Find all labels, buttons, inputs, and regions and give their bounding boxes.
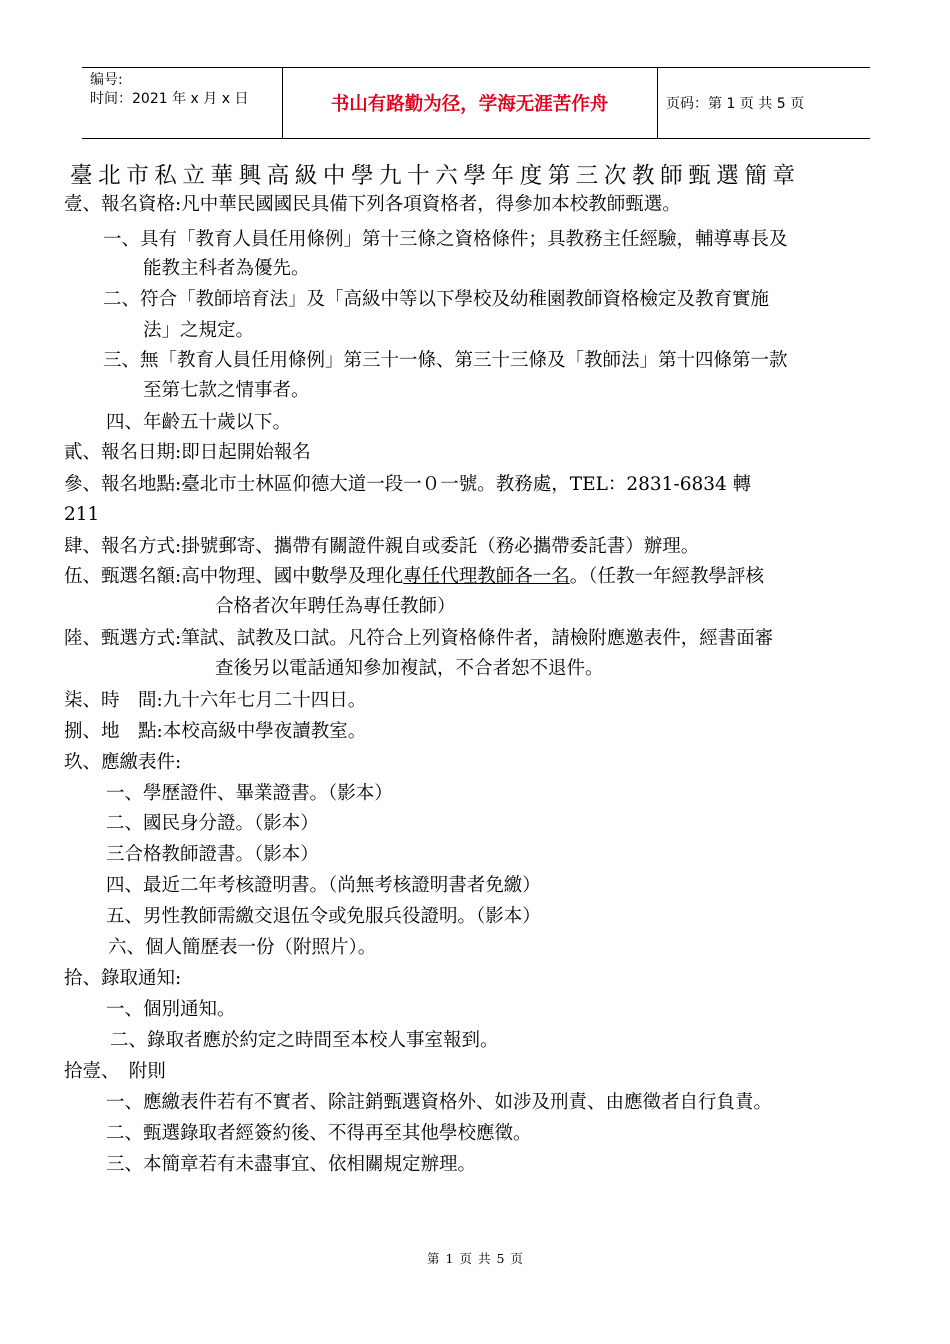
section-6-cont: 查後另以電話通知參加複試，不合者恕不退件。 (215, 658, 604, 679)
section-text: 即日起開始報名 (181, 442, 311, 463)
list-item: 一、應繳表件若有不實者、除註銷甄選資格外、如涉及刑責、由應徵者自行負責。 (106, 1092, 773, 1113)
list-item: 一、學歷證件、畢業證書。（影本） (106, 783, 393, 804)
section-text: 筆試、試教及口試。凡符合上列資格條件者，請檢附應邀表件，經書面審 (181, 628, 774, 649)
underlined-text: 專任代理教師各一名 (403, 566, 570, 587)
list-item: 二、國民身分證。（影本） (106, 813, 319, 834)
page-footer (0, 1249, 950, 1267)
section-text: 九十六年七月二十四日。 (162, 690, 367, 711)
date-label: 时间：2021 年 x 月 x 日 (90, 91, 249, 107)
section-3-cont: 211 (64, 504, 100, 525)
footer-word: 共 (478, 1251, 491, 1266)
section-6 (64, 626, 773, 652)
section-label: 伍、甄選名額: (64, 566, 182, 587)
list-item: 二、符合「教師培育法」及「高級中等以下學校及幼稚園教師資格檢定及教育實施 (103, 289, 770, 310)
list-item: 四、最近二年考核證明書。（尚無考核證明書者免繳） (106, 875, 541, 896)
section-label: 參、報名地點: (64, 474, 182, 495)
section-text: 高中物理、國中數學及理化 (181, 566, 404, 587)
section-text: 凡中華民國國民具備下列各項資格者，得參加本校教師甄選。 (181, 194, 681, 215)
section-3 (64, 472, 751, 498)
list-item: 三、本簡章若有未盡事宜、依相關規定辦理。 (106, 1154, 477, 1175)
section-7 (64, 688, 366, 714)
list-item-cont: 至第七款之情事者。 (143, 380, 310, 401)
section-5 (64, 564, 764, 590)
footer-word: 页 (459, 1251, 472, 1266)
footer-word: 页 (510, 1251, 523, 1266)
list-item: 三合格教師證書。（影本） (106, 844, 319, 865)
section-10: 拾、錄取通知: (64, 968, 182, 989)
section-label: 陸、甄選方式: (64, 628, 182, 649)
section-label: 貳、報名日期: (64, 442, 182, 463)
section-11: 拾壹、 附則 (64, 1061, 166, 1082)
header-meta (82, 68, 282, 138)
section-2 (64, 440, 311, 466)
section-label: 肆、報名方式: (64, 536, 182, 557)
section-text: 臺北市士林區仰德大道一段一０一號。教務處，TEL：2831-6834 轉 (181, 474, 752, 495)
list-item-cont: 法」之規定。 (143, 320, 255, 341)
list-item-cont: 能教主科者為優先。 (143, 258, 310, 279)
section-label: 捌、地 點: (64, 721, 163, 742)
section-label: 壹、報名資格: (64, 194, 182, 215)
section-text: 本校高級中學夜讀教室。 (162, 721, 367, 742)
list-item: 二、錄取者應於約定之時間至本校人事室報到。 (110, 1030, 499, 1051)
list-item: 一、具有「教育人員任用條例」第十三條之資格條件；具教務主任經驗，輔導專長及 (103, 229, 788, 250)
footer-word: 第 (427, 1251, 440, 1266)
list-item: 六、個人簡歷表一份（附照片）。 (108, 937, 377, 958)
section-text: 。（任教一年經教學評核 (569, 566, 765, 587)
section-4 (64, 534, 699, 560)
section-text: 掛號郵寄、攜帶有關證件親自或委託（務必攜帶委託書）辦理。 (181, 536, 700, 557)
number-label: 编号: (90, 72, 123, 88)
section-5-cont: 合格者次年聘任為專任教師） (215, 596, 456, 617)
list-item: 五、男性教師需繳交退伍令或免服兵役證明。（影本） (106, 906, 541, 927)
section-1 (64, 192, 681, 218)
section-8 (64, 719, 366, 745)
document-title: 臺北市私立華興高級中學九十六學年度第三次教師甄選簡章 (70, 163, 801, 189)
list-item: 三、無「教育人員任用條例」第三十一條、第三十三條及「教師法」第十四條第一款 (103, 350, 788, 371)
list-item: 一、個別通知。 (106, 999, 236, 1020)
section-label: 柒、時 間: (64, 690, 163, 711)
header-page-info: 页码：第 1 页 共 5 页 (666, 96, 805, 112)
list-item: 二、甄選錄取者經簽約後、不得再至其他學校應徵。 (106, 1123, 532, 1144)
list-item: 四、年齡五十歲以下。 (106, 412, 292, 433)
section-9: 玖、應繳表件: (64, 752, 182, 773)
page-header (82, 67, 870, 139)
footer-page-number: 1 (445, 1251, 454, 1266)
header-motto: 书山有路勤为径，学海无涯苦作舟 (330, 94, 609, 115)
footer-page-total: 5 (496, 1251, 505, 1266)
